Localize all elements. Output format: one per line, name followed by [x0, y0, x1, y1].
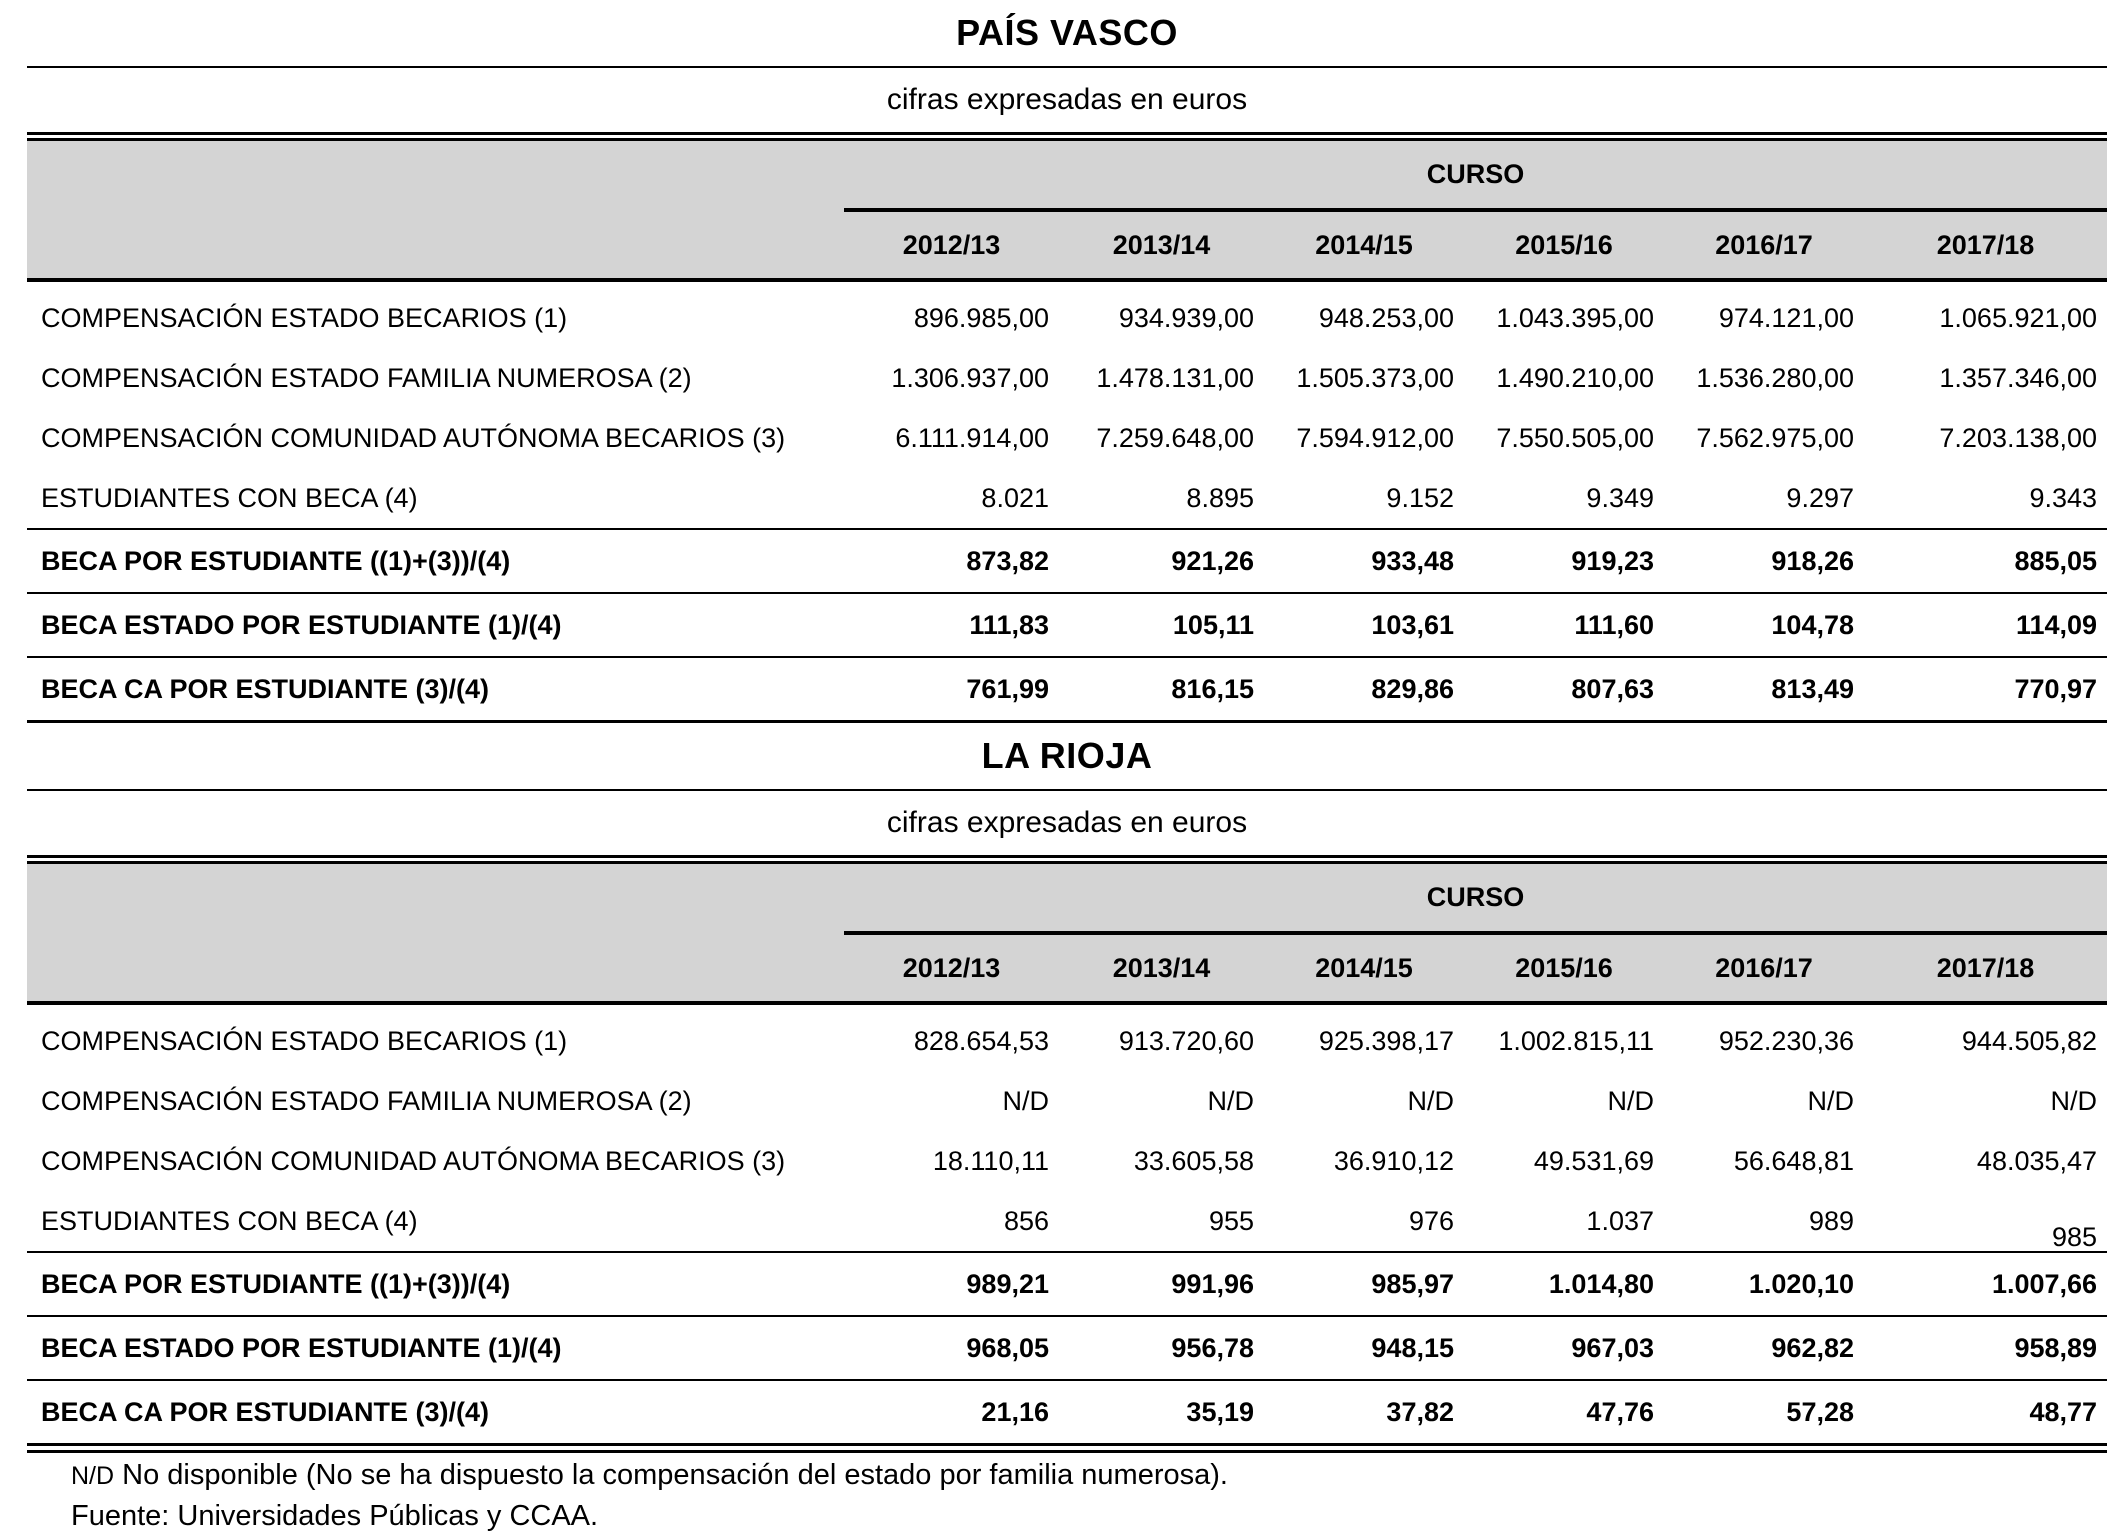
- cell-value: 925.398,17: [1318, 1025, 1454, 1056]
- cell-value: 985,97: [1264, 1252, 1464, 1316]
- cell-value: 896.985,00: [913, 302, 1049, 333]
- data-table: [27, 864, 2107, 1446]
- cell-value: 813,49: [1664, 657, 1864, 722]
- section-la-rioja: [27, 723, 2107, 1453]
- row-label: ESTUDIANTES CON BECA (4): [27, 468, 844, 529]
- header-blank: [27, 933, 844, 1003]
- cell-value: 1.065.921,00: [1939, 302, 2098, 333]
- document-page: [27, 0, 2107, 1536]
- row-label: BECA ESTADO POR ESTUDIANTE (1)/(4): [27, 593, 844, 657]
- cell-value: 1.014,80: [1464, 1252, 1664, 1316]
- cell-value: 7.259.648,00: [1096, 422, 1254, 453]
- total-row: [27, 593, 2107, 657]
- cell-value: 114,09: [1864, 593, 2107, 657]
- cell-value: 1.357.346,00: [1939, 362, 2098, 393]
- total-row: [27, 529, 2107, 593]
- cell-value: 105,11: [1059, 593, 1264, 657]
- row-label: COMPENSACIÓN ESTADO BECARIOS (1): [41, 302, 568, 333]
- cell-value: 991,96: [1059, 1252, 1264, 1316]
- cell-value: 976: [1264, 1191, 1464, 1252]
- cell-value: 1.002.815,11: [1498, 1025, 1654, 1056]
- cell-value: 933,48: [1264, 529, 1464, 593]
- cell-value: 1.306.937,00: [891, 362, 1049, 393]
- cell-value: 913.720,60: [1118, 1025, 1254, 1056]
- cell-value: 103,61: [1264, 593, 1464, 657]
- section-title: PAÍS VASCO: [956, 12, 1178, 53]
- total-row: [27, 1316, 2107, 1380]
- row-label: COMPENSACIÓN ESTADO FAMILIA NUMEROSA (2): [41, 362, 692, 393]
- section-pais-vasco: [27, 0, 2107, 723]
- cell-value: 9.349: [1464, 468, 1664, 529]
- header-curso: CURSO: [844, 864, 2107, 933]
- cell-value: 9.152: [1264, 468, 1464, 529]
- cell-value: 37,82: [1264, 1380, 1464, 1445]
- cell-value: 9.297: [1664, 468, 1864, 529]
- year-header: 2017/18: [1864, 933, 2107, 1003]
- section-title: LA RIOJA: [981, 735, 1153, 776]
- row-label: COMPENSACIÓN ESTADO BECARIOS (1): [41, 1025, 568, 1056]
- cell-value: 816,15: [1059, 657, 1264, 722]
- table-row: [27, 468, 2107, 529]
- year-header: 2012/13: [844, 933, 1059, 1003]
- year-header: 2014/15: [1264, 933, 1464, 1003]
- cell-value: 7.550.505,00: [1496, 422, 1654, 453]
- cell-value: N/D: [2050, 1085, 2098, 1116]
- row-label: ESTUDIANTES CON BECA (4): [27, 1191, 844, 1252]
- cell-value: 958,89: [1864, 1316, 2107, 1380]
- cell-value: 761,99: [844, 657, 1059, 722]
- cell-value: 7.594.912,00: [1296, 422, 1454, 453]
- cell-value: 921,26: [1059, 529, 1264, 593]
- units-caption: cifras expresadas en euros: [886, 83, 1248, 116]
- row-label: COMPENSACIÓN COMUNIDAD AUTÓNOMA BECARIOS (3): [41, 422, 786, 453]
- footnote-nd: [71, 1455, 2107, 1496]
- cell-value: 948.253,00: [1318, 302, 1454, 333]
- total-row: [27, 657, 2107, 722]
- total-row: [27, 1252, 2107, 1316]
- cell-value: 1.020,10: [1664, 1252, 1864, 1316]
- year-header: 2015/16: [1464, 933, 1664, 1003]
- cell-value: 48.035,47: [1976, 1145, 2098, 1176]
- cell-value: 56.648,81: [1733, 1145, 1854, 1176]
- cell-value: 974.121,00: [1718, 302, 1854, 333]
- cell-value: 918,26: [1664, 529, 1864, 593]
- row-label: BECA POR ESTUDIANTE ((1)+(3))/(4): [27, 529, 844, 593]
- cell-value-text: 985: [2051, 1221, 2098, 1252]
- cell-value: 1.505.373,00: [1296, 362, 1454, 393]
- cell-value: 9.343: [1864, 468, 2107, 529]
- header-blank: [27, 141, 844, 210]
- double-divider: [27, 855, 2107, 864]
- year-header: 2012/13: [844, 210, 1059, 280]
- row-label: BECA POR ESTUDIANTE ((1)+(3))/(4): [27, 1252, 844, 1316]
- cell-value: 944.505,82: [1961, 1025, 2098, 1056]
- row-label: COMPENSACIÓN ESTADO FAMILIA NUMEROSA (2): [41, 1085, 692, 1116]
- footnotes: [27, 1453, 2107, 1536]
- row-label: BECA CA POR ESTUDIANTE (3)/(4): [27, 657, 844, 722]
- cell-value: 919,23: [1464, 529, 1664, 593]
- cell-value: 18.110,11: [932, 1145, 1049, 1176]
- cell-value: N/D: [1407, 1085, 1454, 1116]
- cell-value: 48,77: [1864, 1380, 2107, 1445]
- cell-value: 1.043.395,00: [1496, 302, 1654, 333]
- cell-value: 885,05: [1864, 529, 2107, 593]
- cell-value: N/D: [1207, 1085, 1254, 1116]
- cell-value: 962,82: [1664, 1316, 1864, 1380]
- cell-value: 21,16: [844, 1380, 1059, 1445]
- footnote-abbr: N/D: [71, 1462, 115, 1490]
- cell-value: 8.021: [844, 468, 1059, 529]
- table-row: [27, 1003, 2107, 1071]
- table-row: [27, 280, 2107, 348]
- cell-value: 111,60: [1464, 593, 1664, 657]
- cell-value: 956,78: [1059, 1316, 1264, 1380]
- cell-value: 47,76: [1464, 1380, 1664, 1445]
- year-header: 2013/14: [1059, 933, 1264, 1003]
- row-label: COMPENSACIÓN COMUNIDAD AUTÓNOMA BECARIOS (3): [41, 1145, 786, 1176]
- footnote-text: No disponible (No se ha dispuesto la compensación del estado por familia numerosa).: [114, 1459, 1228, 1491]
- cell-value: 968,05: [844, 1316, 1059, 1380]
- cell-value: 856: [844, 1191, 1059, 1252]
- header-blank: [27, 210, 844, 280]
- year-header: 2016/17: [1664, 933, 1864, 1003]
- cell-value: 57,28: [1664, 1380, 1864, 1445]
- cell-value: 770,97: [1864, 657, 2107, 722]
- cell-value: 49.531,69: [1533, 1145, 1654, 1176]
- cell-value: 829,86: [1264, 657, 1464, 722]
- cell-value: 1.007,66: [1864, 1252, 2107, 1316]
- cell-value: 1.037: [1464, 1191, 1664, 1252]
- year-header: 2016/17: [1664, 210, 1864, 280]
- year-header: 2013/14: [1059, 210, 1264, 280]
- cell-value: 35,19: [1059, 1380, 1264, 1445]
- cell-value: N/D: [1807, 1085, 1854, 1116]
- data-table: [27, 141, 2107, 723]
- cell-value: 952.230,36: [1718, 1025, 1854, 1056]
- cell-value: 989: [1664, 1191, 1864, 1252]
- units-caption: cifras expresadas en euros: [886, 806, 1248, 839]
- row-label: BECA CA POR ESTUDIANTE (3)/(4): [27, 1380, 844, 1445]
- cell-value: 8.895: [1059, 468, 1264, 529]
- header-curso: CURSO: [844, 141, 2107, 210]
- total-row: [27, 1380, 2107, 1445]
- cell-value: 1.490.210,00: [1496, 362, 1654, 393]
- table-row: [27, 1191, 2107, 1252]
- table-row: [27, 1131, 2107, 1191]
- cell-value: 111,83: [844, 593, 1059, 657]
- cell-value: 6.111.914,00: [895, 422, 1049, 453]
- cell-value: [1864, 1191, 2107, 1252]
- cell-value: 33.605,58: [1133, 1145, 1254, 1176]
- cell-value: 873,82: [844, 529, 1059, 593]
- cell-value: 36.910,12: [1333, 1145, 1454, 1176]
- cell-value: 989,21: [844, 1252, 1059, 1316]
- cell-value: 948,15: [1264, 1316, 1464, 1380]
- year-header: 2014/15: [1264, 210, 1464, 280]
- footnote-source: Fuente: Universidades Públicas y CCAA.: [71, 1500, 599, 1532]
- cell-value: N/D: [1002, 1085, 1049, 1116]
- cell-value: 7.562.975,00: [1696, 422, 1854, 453]
- table-row: [27, 348, 2107, 408]
- year-header: 2017/18: [1864, 210, 2107, 280]
- cell-value: 967,03: [1464, 1316, 1664, 1380]
- cell-value: 828.654,53: [913, 1025, 1049, 1056]
- cell-value: 1.478.131,00: [1096, 362, 1254, 393]
- row-label: BECA ESTADO POR ESTUDIANTE (1)/(4): [27, 1316, 844, 1380]
- cell-value: N/D: [1607, 1085, 1654, 1116]
- cell-value: 104,78: [1664, 593, 1864, 657]
- table-row: [27, 408, 2107, 468]
- year-header: 2015/16: [1464, 210, 1664, 280]
- header-blank: [27, 864, 844, 933]
- double-divider: [27, 132, 2107, 141]
- cell-value: 807,63: [1464, 657, 1664, 722]
- cell-value: 955: [1059, 1191, 1264, 1252]
- cell-value: 1.536.280,00: [1696, 362, 1854, 393]
- cell-value: 934.939,00: [1118, 302, 1254, 333]
- cell-value: 7.203.138,00: [1939, 422, 2098, 453]
- table-row: [27, 1071, 2107, 1131]
